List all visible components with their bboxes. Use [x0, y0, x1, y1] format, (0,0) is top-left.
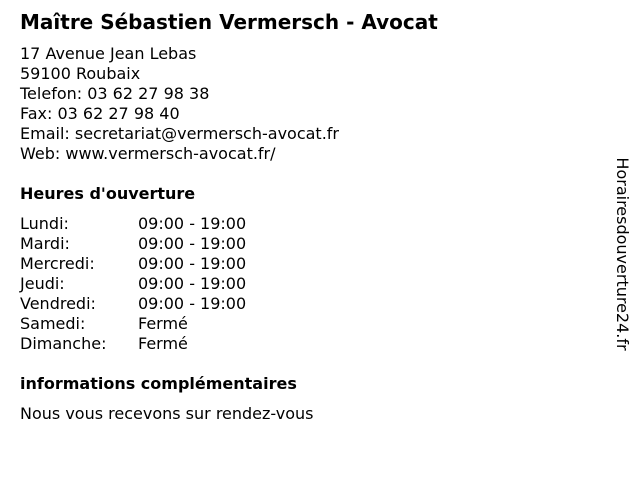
contact-block: [20, 44, 339, 164]
day-hours: 09:00 - 19:00: [138, 254, 247, 273]
day-hours: 09:00 - 19:00: [138, 294, 247, 313]
hours-row-thursday: [20, 274, 320, 294]
day-label: Mardi:: [20, 234, 70, 253]
opening-hours-table: [20, 214, 320, 354]
day-hours: 09:00 - 19:00: [138, 214, 247, 233]
fax-line: Fax: 03 62 27 98 40: [20, 104, 180, 123]
day-label: Lundi:: [20, 214, 69, 233]
additional-info-heading: informations complémentaires: [20, 374, 297, 393]
hours-row-wednesday: [20, 254, 320, 274]
day-label: Vendredi:: [20, 294, 96, 313]
hours-row-friday: [20, 294, 320, 314]
phone-line: Telefon: 03 62 27 98 38: [20, 84, 210, 103]
day-label: Dimanche:: [20, 334, 107, 353]
day-hours: 09:00 - 19:00: [138, 274, 247, 293]
page-title: Maître Sébastien Vermersch - Avocat: [20, 10, 438, 34]
additional-info-text: Nous vous recevons sur rendez-vous: [20, 404, 314, 423]
address-line-street: 17 Avenue Jean Lebas: [20, 44, 197, 63]
hours-row-saturday: [20, 314, 320, 334]
day-label: Mercredi:: [20, 254, 95, 273]
hours-row-tuesday: [20, 234, 320, 254]
day-label: Jeudi:: [20, 274, 65, 293]
day-label: Samedi:: [20, 314, 86, 333]
address-line-city: 59100 Roubaix: [20, 64, 141, 83]
day-hours: Fermé: [138, 334, 188, 353]
day-hours: 09:00 - 19:00: [138, 234, 247, 253]
day-hours: Fermé: [138, 314, 188, 333]
hours-row-monday: [20, 214, 320, 234]
email-line: Email: secretariat@vermersch-avocat.fr: [20, 124, 339, 143]
web-line: Web: www.vermersch-avocat.fr/: [20, 144, 276, 163]
hours-row-sunday: [20, 334, 320, 354]
site-watermark: Horairesdouverture24.fr: [613, 157, 632, 351]
opening-hours-heading: Heures d'ouverture: [20, 184, 196, 203]
